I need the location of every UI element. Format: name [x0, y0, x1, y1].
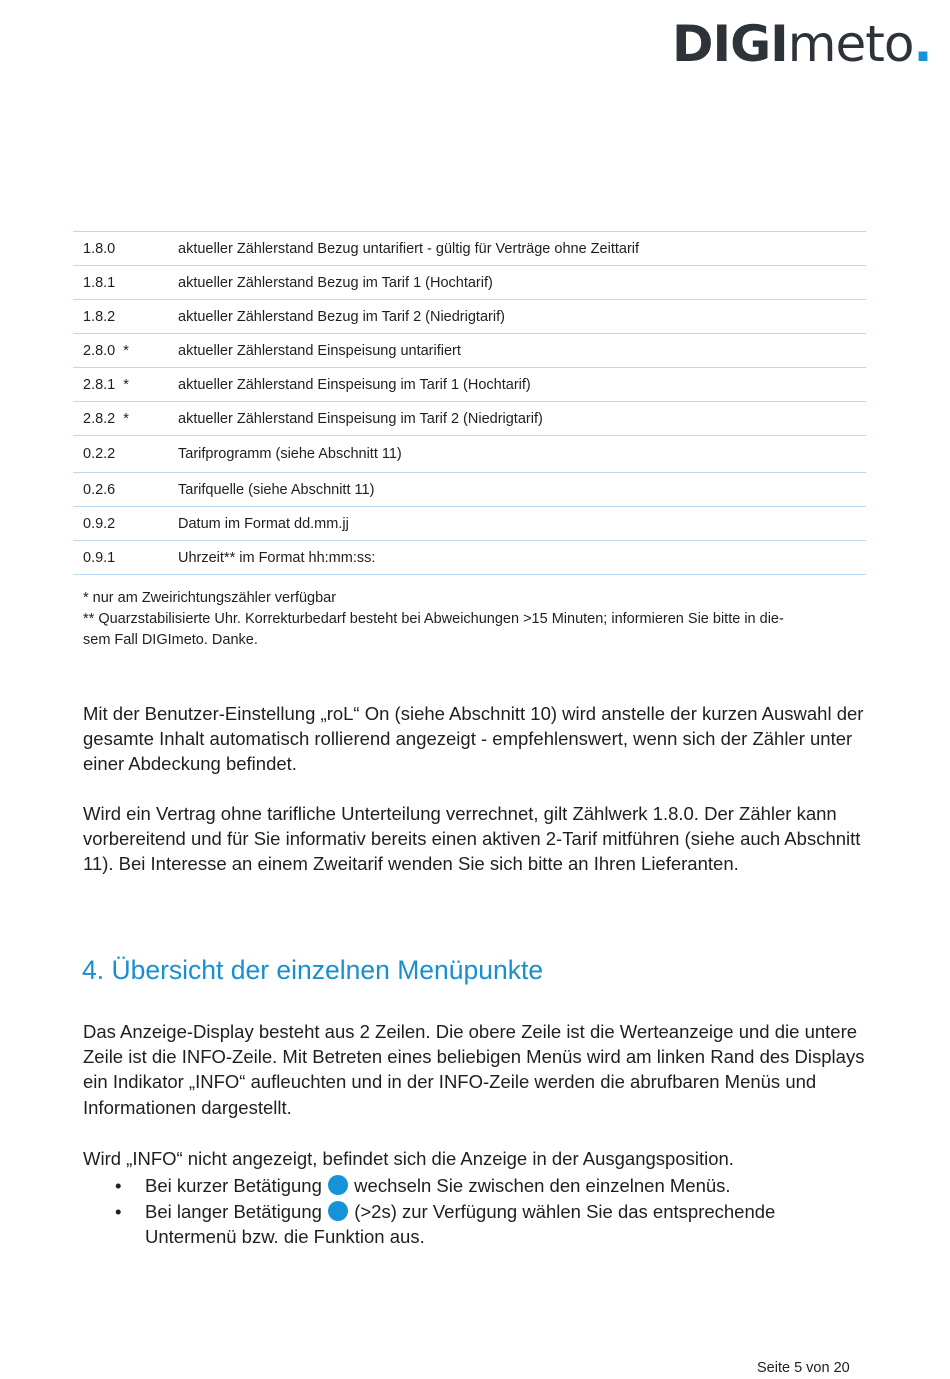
obis-code: 0.9.1 [73, 541, 168, 575]
list-item [83, 1199, 843, 1250]
obis-code: 1.8.2 [73, 300, 168, 334]
obis-code: 1.8.0 [73, 232, 168, 266]
page-number: Seite 5 von 20 [757, 1360, 850, 1376]
obis-description: aktueller Zählerstand Einspeisung im Tarif 2 (Niedrigtarif) [168, 402, 866, 436]
digimeto-logo [672, 14, 931, 74]
obis-code: 0.9.2 [73, 507, 168, 541]
paragraph-display-description: Das Anzeige-Display besteht aus 2 Zeilen. Die obere Zeile ist die Werteanzeige und die untere Zeile ist die INFO-Zeile. Mit Betreten eines beliebigen Menüs wird am linken Rand des Displays ein Indikator „INFO“ aufleuchten und in der INFO-Zeile werden die abrufbaren Menüs und Informationen dargestellt. [83, 1021, 865, 1118]
logo-bold-part: DIGI [672, 15, 788, 73]
footnote-clock: ** Quarzstabilisierte Uhr. Korrekturbedarf besteht bei Abweichungen >15 Minuten; informieren Sie bitte in die- [83, 611, 784, 627]
table-row [73, 541, 866, 575]
footnote-bidirectional: * nur am Zweirichtungszähler verfügbar [83, 590, 337, 606]
table-row [73, 232, 866, 266]
blue-button-icon [328, 1175, 348, 1195]
table-footnotes [83, 588, 853, 651]
bullet-text-before: Bei langer Betätigung [145, 1200, 322, 1222]
obis-description: aktueller Zählerstand Einspeisung untarifiert [168, 334, 866, 368]
obis-description: Uhrzeit** im Format hh:mm:ss: [168, 541, 866, 575]
obis-description: Datum im Format dd.mm.jj [168, 507, 866, 541]
obis-code: 0.2.2 [73, 436, 168, 473]
table-row [73, 507, 866, 541]
footnote-clock-continued: sem Fall DIGImeto. Danke. [83, 632, 258, 648]
table-row [73, 436, 866, 473]
paragraph-rolling-display: Mit der Benutzer-Einstellung „roL“ On (siehe Abschnitt 10) wird anstelle der kurzen Auswahl der gesamte Inhalt automatisch rollierend angezeigt - empfehlenswert, wenn sich der Zähler unter einer Abdeckung befindet. [83, 703, 864, 775]
logo-dot: . [913, 15, 932, 73]
bullet-text-before: Bei kurzer Betätigung [145, 1175, 322, 1196]
bullet-text-after: wechseln Sie zwischen den einzelnen Menüs. [354, 1175, 731, 1196]
button-usage-list [83, 1173, 843, 1250]
obis-description: aktueller Zählerstand Einspeisung im Tarif 1 (Hochtarif) [168, 368, 866, 402]
paragraph-info-indicator: Wird „INFO“ nicht angezeigt, befindet sich die Anzeige in der Ausgangsposition. [83, 1148, 734, 1169]
paragraph-tariff-info: Wird ein Vertrag ohne tarifliche Unterteilung verrechnet, gilt Zählwerk 1.8.0. Der Zähler kann vorbereitend und für Sie informativ bereits einen aktiven 2-Tarif mitführen (siehe auch Abschnitt 11). Bei Interesse an einem Zweitarif wenden Sie sich bitte an Ihren Lieferanten. [83, 803, 861, 875]
table-row [73, 368, 866, 402]
obis-description: Tarifprogramm (siehe Abschnitt 11) [168, 436, 866, 473]
obis-description: aktueller Zählerstand Bezug im Tarif 2 (Niedrigtarif) [168, 300, 866, 334]
obis-description: aktueller Zählerstand Bezug untarifiert - gültig für Verträge ohne Zeittarif [168, 232, 866, 266]
list-item [83, 1173, 843, 1199]
obis-code: 0.2.6 [73, 473, 168, 507]
table-row [73, 334, 866, 368]
table-row [73, 266, 866, 300]
obis-code: 1.8.1 [73, 266, 168, 300]
obis-code: 2.8.2 * [73, 402, 168, 436]
bullet-text-after: (>2s) zur Verfügung wählen Sie das entsprechende Untermenü bzw. die Funktion aus. [145, 1200, 776, 1247]
obis-code: 2.8.0 * [73, 334, 168, 368]
logo-light-part: meto [787, 15, 914, 73]
bullet-icon: • [115, 1175, 122, 1196]
table-row [73, 300, 866, 334]
obis-code-table [73, 231, 866, 575]
bullet-icon: • [115, 1200, 122, 1222]
obis-description: Tarifquelle (siehe Abschnitt 11) [168, 473, 866, 507]
section-heading: 4. Übersicht der einzelnen Menüpunkte [82, 955, 544, 985]
blue-button-icon [328, 1201, 348, 1221]
obis-description: aktueller Zählerstand Bezug im Tarif 1 (Hochtarif) [168, 266, 866, 300]
table-row [73, 402, 866, 436]
table-row [73, 473, 866, 507]
obis-code: 2.8.1 * [73, 368, 168, 402]
